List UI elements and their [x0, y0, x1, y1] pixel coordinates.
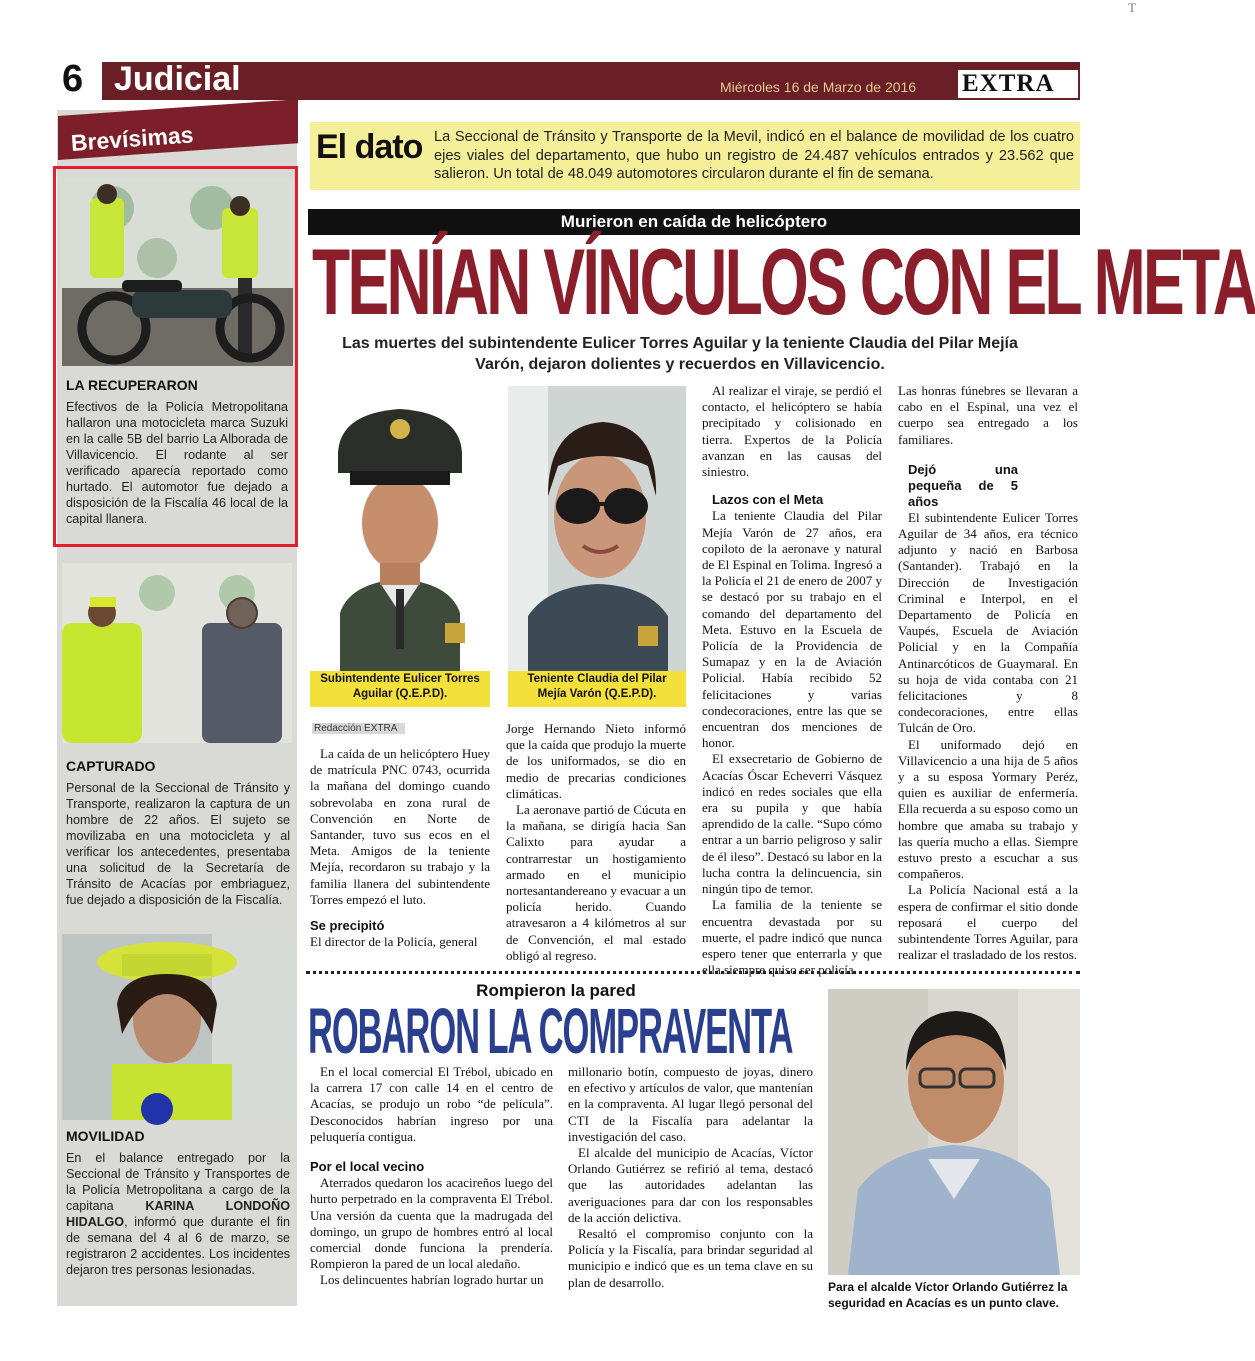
second-kicker: Rompieron la pared [476, 981, 636, 1000]
sidebar-item-1-body: Efectivos de la Policía Metropolitana hallaron una motocicleta marca Suzuki en la calle 5B del barrio La Alborada de Villavicencio. El rodante al ser verificado aparecía reportado como hurtado. El automotor fue dejado a disposición de la Fiscalía 46 local de la capital llanera. [66, 400, 288, 526]
sidebar-item-3-body-start: En el balance entregado por la Seccional de Tránsito y Transportes de la Policía Metropolitana a cargo de la capitana [66, 1151, 290, 1213]
main-col-1-p1: La caída de un helicóptero Huey de matrícula PNC 0743, ocurrida la mañana del domingo cuando sobrevolaba en zona rural de Convención en Norte de Santander, tuvo sus ecos en el Meta. Amigos de la teniente Mejía, recordaron su trabajo y la familia llanera del subintendente Torres empezó el luto. [310, 746, 490, 907]
sidebar-title: Brevísimas [70, 121, 195, 156]
mayor-photo [828, 989, 1080, 1275]
sidebar-item-3-heading: MOVILIDAD [66, 1128, 145, 1144]
main-col-4-p4: La Policía Nacional está a la espera de confirmar el sitio donde reposará el cuerpo del subintendente Torres Aguilar, para realizar el trasladado de los restos. [898, 882, 1078, 963]
second-col-1-p1: En el local comercial El Trébol, ubicado en la carrera 17 con calle 14 en el centro de Acacías, se produjo un robo “de película”. Desconocidos habrían ingreso por una peluquería contigua. [310, 1064, 553, 1144]
second-col-2-p3: Resaltó el compromiso conjunto con la Policía y la Fiscalía, para brindar seguridad al municipio e indicó que es un tema clave en su plan de desarrollo. [568, 1226, 813, 1290]
portrait-torres [310, 383, 490, 671]
second-col-1-p2: Aterrados quedaron los acacireños luego del hurto perpetrado en la compraventa El Trébol. Una versión da cuenta que la madrugada del domingo, un grupo de hombres entró al local comercial donde funciona la prendería. Rompieron la pared de un local aledaño. [310, 1175, 553, 1272]
second-col-2 [568, 1064, 813, 1291]
main-col-2 [506, 721, 686, 964]
officer-interview-photo [62, 934, 290, 1120]
second-col-1 [310, 1064, 553, 1289]
second-col-2-p1: millonario botín, compuesto de joyas, dinero en efectivo y artículos de valor, que mantenían en la compraventa. Al lugar llegó personal del CTI de la Fiscalía para adelantar la investigación del caso. [568, 1064, 813, 1144]
sidebar-item-1-heading: LA RECUPERARON [66, 377, 198, 393]
main-kicker: Murieron en caída de helicóptero [560, 212, 828, 231]
main-col-1 [310, 746, 490, 950]
main-col-3-subhead: Lazos con el Meta [712, 492, 824, 508]
sidebar-item-1 [66, 377, 288, 527]
mayor-caption: Para el alcalde Víctor Orlando Gutiérrez la seguridad en Acacías es un punto clave. [828, 1280, 1068, 1310]
main-col-1-subhead: Se precipitó [310, 918, 385, 934]
header-date: Miércoles 16 de Marzo de 2016 [720, 79, 917, 95]
portrait-mejia [508, 386, 686, 672]
second-headline: ROBARON LA COMPRAVENTA [308, 995, 793, 1067]
main-col-4-p1: Las honras fúnebres se llevaran a cabo en el Espinal, una vez el cuerpo sea entregado a los familiares. [898, 383, 1078, 447]
sidebar-item-3-body-name: KARINA LONDOÑO HIDALGO [66, 1199, 290, 1229]
main-col-4-p3: El uniformado dejó en Villavicencio a una hija de 5 años y a su esposa Yormary Peréz, quien es auxiliar de enfermería. Ella recuerda a su esposo como un hombre que amaba su trabajo y las quería mucho a ellas. Siempre estuvo presto a escuchar a sus compañeros. [898, 736, 1078, 882]
main-col-1-p2: El director de la Policía, general [310, 934, 478, 950]
main-col-3-p2: La teniente Claudia del Pilar Mejía Varón de 27 años, era copiloto de la aeronave y natural de El Espinal en Tolima. Ingresó a la Policía el 21 de enero de 2007 y se destacó por su trabajo en el comando del departamento del Meta. Estuvo en la Escuela de Policía de la Providencia de Sumapaz y en la de Aviación Policial. Había recibido 52 felicitaciones y varias condecoraciones, entre las que se encuentran dos menciones de honor. [702, 508, 882, 751]
sidebar-item-2-body: Personal de la Seccional de Tránsito y Transporte, realizaron la captura de un hombre de 22 años. El sujeto se movilizaba en una motocicleta y al verificar los antecedentes, presentaba una solicitud de la Secretaría de Tránsito de Acacías por embriaguez, fue dejado a disposición de la Fiscalía. [66, 781, 290, 907]
dato-text: La Seccional de Tránsito y Transporte de la Mevil, indicó en el balance de movilidad de los cuatro ejes viales del departamento, que hubo un registro de 24.487 vehículos entrados y 23.562 que salieron. Un total de 48.049 automotores circularon durante el fin de semana. [434, 129, 1074, 182]
caption-mejia: Teniente Claudia del Pilar Mejía Varón (Q.E.P.D). [508, 671, 686, 707]
capture-photo [62, 563, 292, 743]
second-col-1-subhead: Por el local vecino [310, 1159, 425, 1175]
main-col-2-p1: Jorge Hernando Nieto informó que la caída que produjo la muerte de los uniformados, se dio en medio de precarias condiciones climáticas. [506, 721, 686, 801]
section-title: Judicial [114, 60, 241, 98]
main-col-3-p1: Al realizar el viraje, se perdió el contacto, el helicóptero se había precipitado y colisionado en tierra. Expertos de la Policía avanzan en las causas del siniestro. [702, 383, 882, 480]
main-headline: TENÍAN VÍNCULOS CON EL META [312, 229, 1255, 334]
main-col-2-p2: La aeronave partió de Cúcuta en la mañana, se dirigía hacia San Calixto para ayudar a contrarrestar un hostigamiento armado en el municipio nortesantandereano y evacuar a un policía herido. Cuando atravesaron a 4 kilómetros al sur de Convención, el mal estado obligó al regreso. [506, 802, 686, 963]
sidebar-item-3 [66, 1128, 290, 1278]
main-deck: Las muertes del subintendente Eulicer Torres Aguilar y la teniente Claudia del Pilar Mejía Varón, dejaron dolientes y recuerdos en Villavicencio. [342, 335, 1018, 373]
sidebar-item-2 [66, 758, 290, 908]
byline: Redacción EXTRA [312, 723, 405, 734]
sidebar-item-3-body-end: , informó que durante el fin de semana del 4 al 6 de marzo, se registraron 2 accidentes. Los incidentes dejaron tres personas lesionadas. [66, 1215, 290, 1277]
sidebar-item-2-heading: CAPTURADO [66, 758, 156, 774]
dato-label: El dato [316, 128, 423, 166]
main-col-3 [702, 383, 882, 978]
corner-mark: T [1128, 0, 1136, 15]
sidebar-item-3-body [66, 1150, 290, 1278]
brand-logo: EXTRA [962, 70, 1055, 97]
second-col-2-p2: El alcalde del municipio de Acacías, Víctor Orlando Gutiérrez se refirió al tema, destacó que las autoridades adelantan las averiguaciones para dar con los responsables de la acción delictiva. [568, 1145, 813, 1225]
main-col-4-p2: El subintendente Eulicer Torres Aguilar de 34 años, era técnico adjunto y nació en Barbosa (Santander). Trabajó en la Dirección de Investigación Criminal e Interpol, en el Departamento de Policía en Vaupés, Escuela de Aviación Policial y en la Compañía Antinarcóticos de Guaymaral. En su hoja de vida contaba con 21 felicitaciones y 8 condecoraciones, entre ellas Tulcán de Oro. [898, 509, 1078, 736]
second-col-1-p3: Los delincuentes habrían logrado hurtar un [320, 1272, 544, 1288]
motorcycle-photo [62, 178, 293, 366]
caption-torres: Subintendente Eulicer Torres Aguilar (Q.E.P.D). [310, 671, 490, 707]
page-number: 6 [62, 58, 84, 100]
main-col-4-subhead: Dejó una pequeña de 5 años [908, 461, 1018, 509]
main-col-3-p3: El exsecretario de Gobierno de Acacías Óscar Echeverri Vásquez indicó en redes sociales que ella era su pupila y que había aprendido de la calle. “Supo cómo entrar a un barrio peligroso y salir de él ileso”. Destacó su labor en la lucha contra la delincuencia, sin ningún tipo de temor. [702, 751, 882, 897]
main-col-3-p4: La familia de la teniente se encuentra devastada por su muerte, el padre indicó que nunca espero tener que enterrarla y que ella siempre quiso ser policía. [702, 897, 882, 978]
story-divider [306, 971, 1080, 974]
main-col-4 [898, 383, 1078, 964]
